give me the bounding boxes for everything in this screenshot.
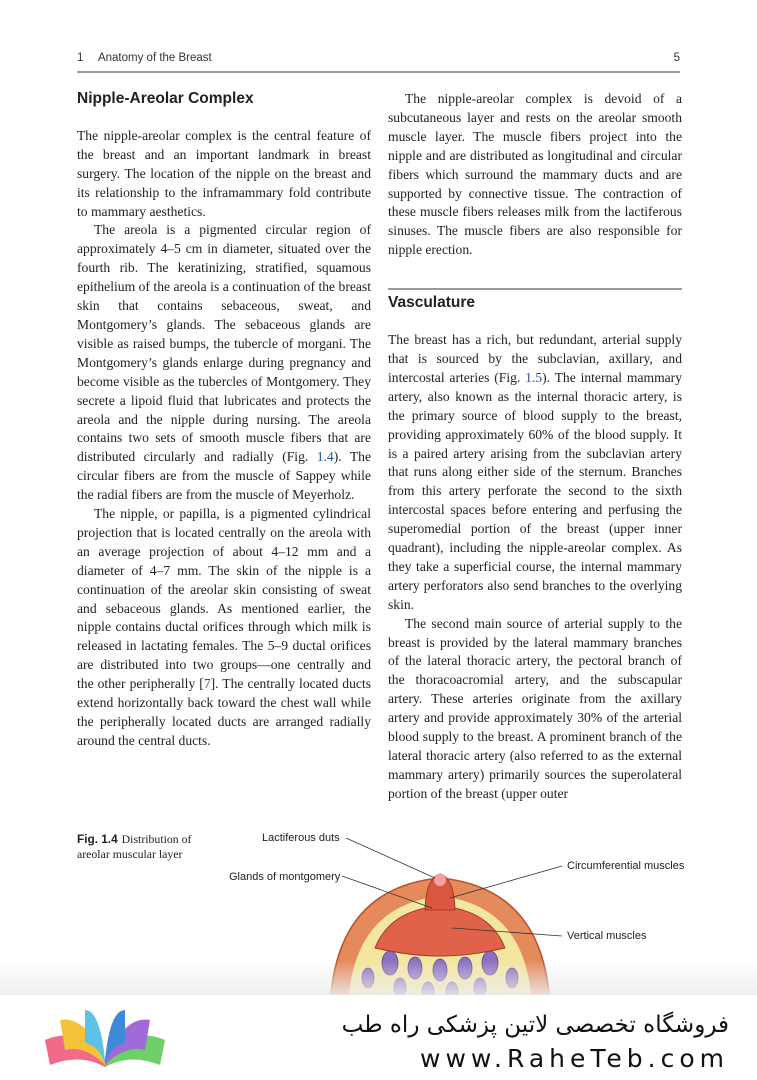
paragraph bbox=[388, 331, 682, 615]
paragraph bbox=[77, 505, 371, 751]
label-vertical-muscles: Vertical muscles bbox=[567, 930, 647, 942]
chapter-number: 1 bbox=[77, 52, 84, 64]
running-header bbox=[77, 52, 680, 70]
brand-persian-text: فروشگاه تخصصی لاتین پزشکی راه طب bbox=[341, 1012, 729, 1038]
brand-url[interactable]: www.RaheTeb.com bbox=[420, 1044, 729, 1073]
label-lactiferous-ducts: Lactiferous duts bbox=[262, 832, 340, 844]
book-logo-icon bbox=[40, 1005, 170, 1075]
label-circumferential-muscles: Circumferential muscles bbox=[567, 860, 685, 872]
figure-label: Fig. 1.4 bbox=[77, 832, 118, 846]
header-rule bbox=[77, 71, 680, 73]
figure-caption bbox=[77, 832, 227, 862]
running-header-left bbox=[77, 52, 212, 64]
left-column bbox=[77, 90, 371, 751]
label-glands-montgomery: Glands of montgomery bbox=[229, 871, 341, 883]
paragraph: The second main source of arterial supply to the breast is provided by the lateral mammary branches of the lateral thoracic artery, the pectoral branch of the thoracoacromial artery, and the subscapular artery. These arteries originate from the axillary artery and provide approximately 30% of the arterial blood supply to the breast. A prominent branch of the lateral thoracic artery (also referred to as the external mammary artery) primarily sources the superolateral portion of the breast (upper outer bbox=[388, 615, 682, 801]
section-rule bbox=[388, 288, 682, 290]
paragraph: The nipple-areolar complex is devoid of a subcutaneous layer and rests on the areolar smooth muscle layer. The muscle fibers project into the nipple and are distributed as longitudinal and circular fibers which surround the mammary ducts and are supported by connective tissue. The contraction of these muscle fibers releases milk from the lactiferous sinuses. The muscle fibers are also responsible for nipple erection. bbox=[388, 91, 682, 258]
bottom-fade bbox=[0, 960, 757, 1000]
paragraph: The nipple-areolar complex is the central feature of the breast and an important landmark in breast surgery. The location of the nipple on the breast and its relationship to the inframammary fold contribute to mammary aesthetics. bbox=[77, 127, 371, 219]
figure-ref-link[interactable]: 1.4 bbox=[316, 449, 334, 465]
section-title-nipple-areolar: Nipple-Areolar Complex bbox=[77, 90, 254, 107]
citation-link[interactable]: 7 bbox=[203, 676, 211, 692]
chapter-title: Anatomy of the Breast bbox=[97, 52, 212, 64]
paragraph-text: ). The circular fibers are from the muscle of Sappey while the radial fibers are from the muscle of Meyerholz. bbox=[77, 449, 372, 503]
paragraph-text: The areola is a pigmented circular region of approximately 4–5 cm in diameter, situated over the fourth rib. The keratinizing, stratified, squamous epithelium of the areola is a continuation of the breast skin that contains sebaceous, sweat, and Montgomery’s glands. The sebaceous glands are visible as raised bumps, the tubercle of morgani. The Montgomery’s glands enlarge during pregnancy and become visible as the tubercles of Montgomery. They secrete a lipoid fluid that lubricates and protects the areola and the nipple during nursing. The areola contains two sets of smooth muscle fibers that are distributed circularly and radially (Fig. bbox=[77, 222, 371, 465]
figure-caption-text: Distribution of areolar muscular layer bbox=[77, 832, 192, 861]
figure-ref-link[interactable]: 1.5 bbox=[525, 369, 543, 385]
section-title-vasculature: Vasculature bbox=[388, 294, 476, 312]
paragraph-text: ). The internal mammary artery, also known as the internal thoracic artery, is the primary source of blood supply to the breast, providing approximately 60% of the blood supply. It is a paired artery arising from the subclavian artery that runs along either side of the sternum. Branches from this artery perforate the second to the sixth intercostal spaces before entering and perfusing the superomedial portion of the breast (upper inner quadrant), including the nipple-areolar complex. As they take a superficial course, the internal mammary artery perforators also send branches to the overlying skin. bbox=[388, 369, 683, 612]
right-column bbox=[388, 90, 682, 804]
duct-orifices bbox=[434, 874, 446, 886]
paragraph bbox=[77, 221, 371, 505]
paragraph-text: The nipple, or papilla, is a pigmented cylindrical projection that is located centrally on the areola with an average projection of about 4–12 mm and a diameter of 4–7 mm. The skin of the nipple is a continuation of the areolar skin consisting of sweat and sebaceous glands. As mentioned earlier, the nipple contains ductal orifices through which milk is released in lactating females. The 5–9 ductal orifices are distributed into two groups—one centrally and the other peripherally [ bbox=[77, 506, 371, 692]
paragraph-text: The breast has a rich, but redundant, arterial supply that is sourced by the subclavian, axillary, and intercostal arteries (Fig. bbox=[388, 332, 682, 385]
paragraph-text: ]. The centrally located ducts extend horizontally back toward the chest wall while the peripherally located ducts are arranged radially around the central ducts. bbox=[77, 676, 372, 748]
page-number: 5 bbox=[673, 52, 680, 64]
